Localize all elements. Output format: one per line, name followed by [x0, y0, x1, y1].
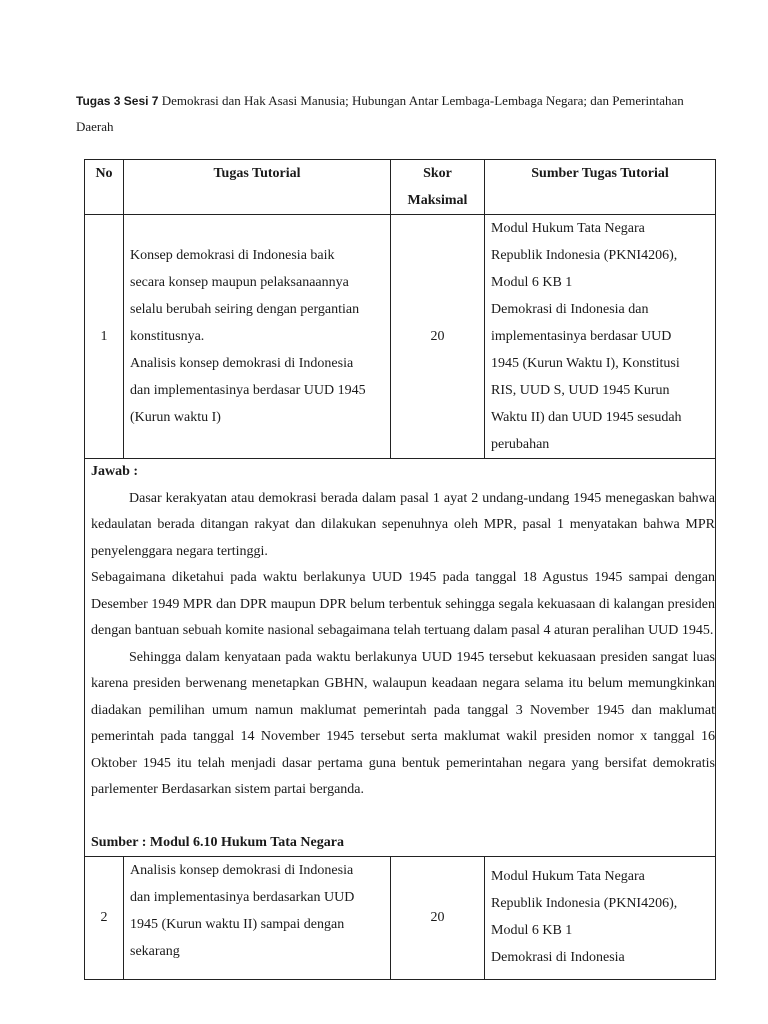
row2-tugas-line: dan implementasinya berdasarkan UUD	[130, 890, 355, 905]
row1-sumber-line: Modul Hukum Tata Negara	[491, 221, 645, 236]
answer-row	[85, 459, 716, 857]
answer-paragraph: Sebagaimana diketahui pada waktu berlakunya UUD 1945 pada tanggal 18 Agustus 1945 sampai dengan Desember 1949 MPR dan DPR maupun DPR belum terbentuk sehingga segala kekuasaan di kalangan presiden dengan bantuan sebuah komite nasional sebagaimana telah tertuang dalam pasal 4 aturan peralihan UUD 1945.	[91, 570, 715, 638]
row1-sumber-line: RIS, UUD S, UUD 1945 Kurun	[491, 383, 670, 398]
row1-tugas-line: (Kurun waktu I)	[130, 410, 221, 425]
row2-sumber-line: Demokrasi di Indonesia	[491, 950, 625, 965]
answer-cell	[85, 459, 716, 857]
row1-tugas-line: selalu berubah seiring dengan pergantian	[130, 302, 360, 317]
assignment-heading	[76, 88, 696, 140]
row2-sumber	[485, 857, 716, 980]
row1-sumber	[485, 215, 716, 459]
row1-tugas-line: dan implementasinya berdasar UUD 1945	[130, 383, 366, 398]
row2-sumber-line: Modul Hukum Tata Negara	[491, 869, 645, 884]
row1-sumber-line: Republik Indonesia (PKNI4206),	[491, 248, 678, 263]
table-row	[85, 215, 716, 459]
row2-no: 2	[85, 857, 124, 980]
heading-session-label: Tugas 3 Sesi 7	[76, 94, 159, 108]
row1-tugas-line: Analisis konsep demokrasi di Indonesia	[130, 356, 354, 371]
table-row	[85, 857, 716, 980]
row1-sumber-line: Waktu II) dan UUD 1945 sesudah	[491, 410, 682, 425]
header-skor-line2: Maksimal	[407, 193, 468, 208]
tutorial-table	[84, 159, 716, 980]
row2-tugas-line: sekarang	[130, 944, 180, 959]
answer-source: Sumber : Modul 6.10 Hukum Tata Negara	[91, 834, 344, 850]
row1-tugas-line: Konsep demokrasi di Indonesia baik	[130, 248, 335, 263]
row1-sumber-line: implementasinya berdasar UUD	[491, 329, 672, 344]
answer-paragraph: Dasar kerakyatan atau demokrasi berada dalam pasal 1 ayat 2 undang-undang 1945 menegaskan bahwa kedaulatan berada ditangan rakyat dan dilakukan sepenuhnya oleh MPR, pasal 1 menyatakan bahwa MPR penyelenggara negara tertinggi.	[91, 490, 715, 559]
header-skor-line1: Skor	[423, 166, 452, 181]
header-tugas: Tugas Tutorial	[124, 160, 391, 215]
row1-sumber-line: Modul 6 KB 1	[491, 275, 573, 290]
row1-tugas-line: konstitusnya.	[130, 329, 205, 344]
row2-sumber-line: Modul 6 KB 1	[491, 923, 573, 938]
row1-no: 1	[85, 215, 124, 459]
row2-tugas	[124, 857, 391, 980]
row1-sumber-line: perubahan	[491, 437, 550, 452]
answer-label: Jawab :	[91, 464, 139, 479]
row1-tugas-line: secara konsep maupun pelaksanaannya	[130, 275, 349, 290]
row1-sumber-line: 1945 (Kurun Waktu I), Konstitusi	[491, 356, 680, 371]
row1-sumber-line: Demokrasi di Indonesia dan	[491, 302, 649, 317]
row2-tugas-line: Analisis konsep demokrasi di Indonesia	[130, 863, 354, 878]
header-skor	[391, 160, 485, 215]
row2-sumber-line: Republik Indonesia (PKNI4206),	[491, 896, 678, 911]
row2-skor: 20	[391, 857, 485, 980]
row2-tugas-line: 1945 (Kurun waktu II) sampai dengan	[130, 917, 345, 932]
row1-tugas	[124, 215, 391, 459]
heading-topic: Demokrasi dan Hak Asasi Manusia; Hubungan Antar Lembaga-Lembaga Negara; dan Pemerintahan Daerah	[76, 93, 684, 134]
header-sumber: Sumber Tugas Tutorial	[485, 160, 716, 215]
row1-skor: 20	[391, 215, 485, 459]
table-header-row	[85, 160, 716, 215]
header-no: No	[85, 160, 124, 215]
answer-paragraph: Sehingga dalam kenyataan pada waktu berlakunya UUD 1945 tersebut kekuasaan presiden sangat luas karena presiden berwenang menetapkan GBHN, walaupun keadaan negara selama itu belum memungkinkan diadakan pemilihan umum namun maklumat pemerintah pada tanggal 3 November 1945 dan maklumat pemerintah pada tanggal 14 November 1945 tersebut serta maklumat wakil presiden nomor x tanggal 16 Oktober 1945 itu telah menjadi dasar pertama guna bentuk pemerintahan negara yang bersifat demokratis parlementer Berdasarkan sistem partai berganda.	[91, 649, 715, 797]
